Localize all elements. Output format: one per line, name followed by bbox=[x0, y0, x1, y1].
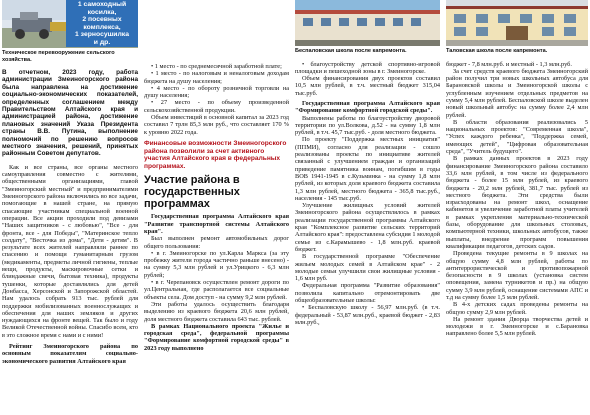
rating-heading: Рейтинг Змеиногорского района по основным показателям социально-экономического развития Алтайского края bbox=[2, 343, 138, 365]
rating-item: • 27 место - по объему произведенной сельскохозяйственной продукции. bbox=[144, 99, 289, 114]
article-paragraph: Как и все страны, все органы местного самоуправления совместно с жителями, общественными организациями, главой "Змеиногорский местный" и предпринимателями Змеиногорского района включились во все задачи, помогающие в нашей стране, на прямую спасающие участникам специальной военной операции. Все акции проходили под девизами "Наших защитников - с любовью", "Все - для фронта, все - для Победы", "Материнское тепло солдату", "Весточка из дома", "Дети - детям". В результате всех жителей направляли раннее по спасению и помощи гуманитарным грузом (медикаменты, предметы личной гигиены, теплые вещи, продукты, маскировочные сетки и блиндажные свечи, бытовая техника), продукты тушенки, которые доставлялись для детей Донбасса, Херсонской и Запорожской областей. Нам удалось собрать 913 тыс. рублей для поддержки мобилизованных военнослужащих и обеспечения для наших земляков и других нуждающихся на фронте вещей. Так было и году Великой Отечественной войны. Спасибо всем, кто в это сложное время с нами и с ними! bbox=[2, 163, 138, 339]
blue-box-line: косилка, bbox=[87, 8, 117, 16]
program-title: В рамках Национального проекта "Жилье и городская среда", федеральной программы "Формирование комфортной городской среды" в 2023 году выполнено bbox=[144, 322, 289, 352]
rating-item: • 1 место - по налоговым и неналоговым доходам бюджета на душу населения; bbox=[144, 70, 289, 85]
beskpalovo-school-image bbox=[295, 0, 440, 46]
program-title: Государственная программа Алтайского края "Развитие транспортной системы Алтайского края". bbox=[144, 213, 289, 235]
school-photo-1 bbox=[295, 0, 440, 46]
article-paragraph: • Беспаловскую школу - 56,97 млн.руб. (в т.ч. федеральный - 53,87 млн.руб., краевой бюджет - 2,83 млн.руб., bbox=[295, 304, 440, 326]
blue-box-line: комплекса, bbox=[83, 23, 121, 31]
column-1 bbox=[2, 0, 138, 365]
article-paragraph: • благоустройству детской спортивно-игровой площадки и пешеходной зоны в г. Змеиногорске. bbox=[295, 60, 440, 75]
article-paragraph: В государственной программе "Обеспечение жильем молодых семей в Алтайском крае" - 2 молодые семьи улучшили свои жилищные условия - 1,6 млн руб. bbox=[295, 253, 440, 283]
blue-box-line: 1 самоходный bbox=[77, 1, 127, 8]
article-paragraph: В области образования реализовались 5 национальных проектов: "Современная школа", "Успех каждого ребенка", "Поддержка семей, имеющих детей", "Цифровая образовательная среда", "Учитель будущего". bbox=[446, 118, 588, 156]
section-heading: Участие района в государственных программах bbox=[144, 174, 240, 211]
photo-caption: Беспаловская школа после капремонта. bbox=[295, 48, 407, 54]
article-paragraph: Эти работы удалось осуществить благодаря выделению из краевого бюджета 20,6 млн рублей, доля местного бюджета составила 643 тыс. рублей. bbox=[144, 300, 289, 323]
top-spacer bbox=[144, 0, 289, 63]
article-paragraph: За счет средств краевого бюджета Змеиногорский район получил три новых школьных автобуса для Барановской школы и Змеиногорской школы с углубленным изучением отдельных предметов на сумму 5,4 млн рублей. Беспаловской школе выделен новый школьный автобус на сумму более 2,4 млн рублей. bbox=[446, 67, 588, 119]
article-paragraph: В 4-х детских садах проведены ремонты на общую сумму 2,9 млн рублей. bbox=[446, 301, 588, 316]
lead-paragraph: В отчетном, 2023 году, работа администрации Змеиногорского района была направлена на достижение социально-экономических показателей, определенных соглашением между Правительством Алтайского края и администрацией района, достижение плановых значений Указа Президента страны В.В. Путина, выполнение полномочий по решению вопросов местного значения, решений, принятых районным Советом депутатов. bbox=[2, 69, 138, 158]
column-3 bbox=[295, 0, 440, 326]
blue-box-line: 2 посевных bbox=[82, 16, 122, 23]
program-title: Государственная программа Алтайского края "Формирование комфортной городской среды". bbox=[295, 99, 440, 115]
article-paragraph: Был выполнен ремонт автомобильных дорог общего пользования: bbox=[144, 235, 289, 250]
article-paragraph: Выполнены работы по благоустройству дворовой территории по ул.Волкова, д.52 - на сумму 1,8 млн рублей, в т.ч. 45,7 тыс.руб. - доля местного бюджета. bbox=[295, 114, 440, 137]
article-paragraph: В рамках данных проектов в 2023 году финансирование Змеиногорского района составило 33,6 млн рублей, в том числе из федерального бюджета - более 15 млн рублей, из краевого бюджета - 20,2 млн рублей, 381,7 тыс. рублей из местного бюджета. Эти средства были израсходованы на ремонт школ, оснащение кабинетов и увеличение заработной платы учителей в рамках укрепления материально-технической базы, оборудование для школьных столовых, компьютерной техники, школьных автобусов, также выплаты, внедрение программ повышения квалификации педагогов, детских садов. bbox=[446, 155, 588, 250]
blue-box-line: 1 зерносушилка bbox=[75, 31, 129, 38]
school-photo-2 bbox=[446, 0, 588, 46]
talovka-school-image bbox=[446, 0, 588, 46]
article-paragraph: • в г. Черепановск осуществлен ремонт дороги по ул.Центральная, где располагается все социальные объекты села. Дом доступ - на сумму 9,2 млн рублей. bbox=[144, 279, 289, 301]
article-paragraph: По проекту "Поддержка местных инициатив" (ППМИ), согласно для реализации - сошло реализованы проекты по инициативе жителей связанный с улучшением граждан и организаций приведение памятника воинам, погибшим в годы ВОВ 1941-1945 в с.Кузьминка - на сумму 1,8 млн рублей, из которых доля краевого бюджета составила 1,3 млн рублей, местного бюджета - 365,8 тыс.руб., населения - 145 тыс.руб. bbox=[295, 136, 440, 202]
article-paragraph: бюджет - 7,8 млн.руб. и местный - 1,3 млн.руб. bbox=[446, 60, 572, 68]
rating-item: • 4 место - по обороту розничной торговли на душу населения; bbox=[144, 84, 289, 100]
article-paragraph: На ремонт здания Дворца творчества детей и молодежи в г. Змеиногорске и с.Барановка направлено более 5,5 млн рублей. bbox=[446, 315, 588, 338]
article-paragraph: Объем инвестиций в основной капитал за 2023 год составил 7 трлн 85,3 млн руб., что составляет 170 % к уровню 2022 года. bbox=[144, 114, 289, 136]
article-paragraph: Федеральная программа "Развитие образования" позволила капитально отремонтировать две общеобразовательные школы: bbox=[295, 282, 440, 304]
farm-machinery-photo bbox=[2, 0, 138, 48]
equipment-blue-box bbox=[66, 0, 138, 47]
photo-caption: Техническое перевооружение сельского хозяйства. bbox=[2, 50, 115, 63]
article-paragraph: Улучшение жилищных условий жителей Змеиногорского района осуществлялось в рамках реализации государственной программы Алтайского края "Комплексное развитие сельских территорий Алтайского края": предоставлена субсидия 1 молодой семье из с.Карамышево - 1,8 млн.руб. краевой бюджет. bbox=[295, 202, 440, 253]
article-paragraph: Проведена текущие ремонты в 9 школах на общую сумму 4,8 млн рублей, работы по антитеррористической и противопожарной безопасности в 9 школах (установка систем оповещения, замена турникетов и пр.) на общую сумму 3,9 млн рублей, оснащение системами АПС и т.д на сумму более 1,5 млн рублей. bbox=[446, 250, 588, 301]
photo-caption: Таловская школа после капремонта. bbox=[446, 48, 548, 54]
column-4 bbox=[446, 0, 588, 338]
article-paragraph: • в г. Змеиногорске по ул.Карла Маркса (за эту пробежку жители города частично раньше внесено) - на сумму 5,3 млн рублей и ул.Урицкого - 6,3 млн рублей; bbox=[144, 249, 289, 279]
rating-item: • 1 место - по среднемесячной заработной плате; bbox=[151, 63, 282, 70]
column-2 bbox=[144, 0, 289, 352]
blue-box-line: и др. bbox=[93, 38, 111, 46]
highlight-quote: Финансовые возможности Змеиногорского района позволили за счет активного участия Алтайского края в федеральных программах. bbox=[144, 139, 287, 170]
article-paragraph: Объем финансирования двух проектов составил 10,5 млн рублей, в т.ч. местный бюджет 315,04 тыс.руб. bbox=[295, 75, 440, 97]
